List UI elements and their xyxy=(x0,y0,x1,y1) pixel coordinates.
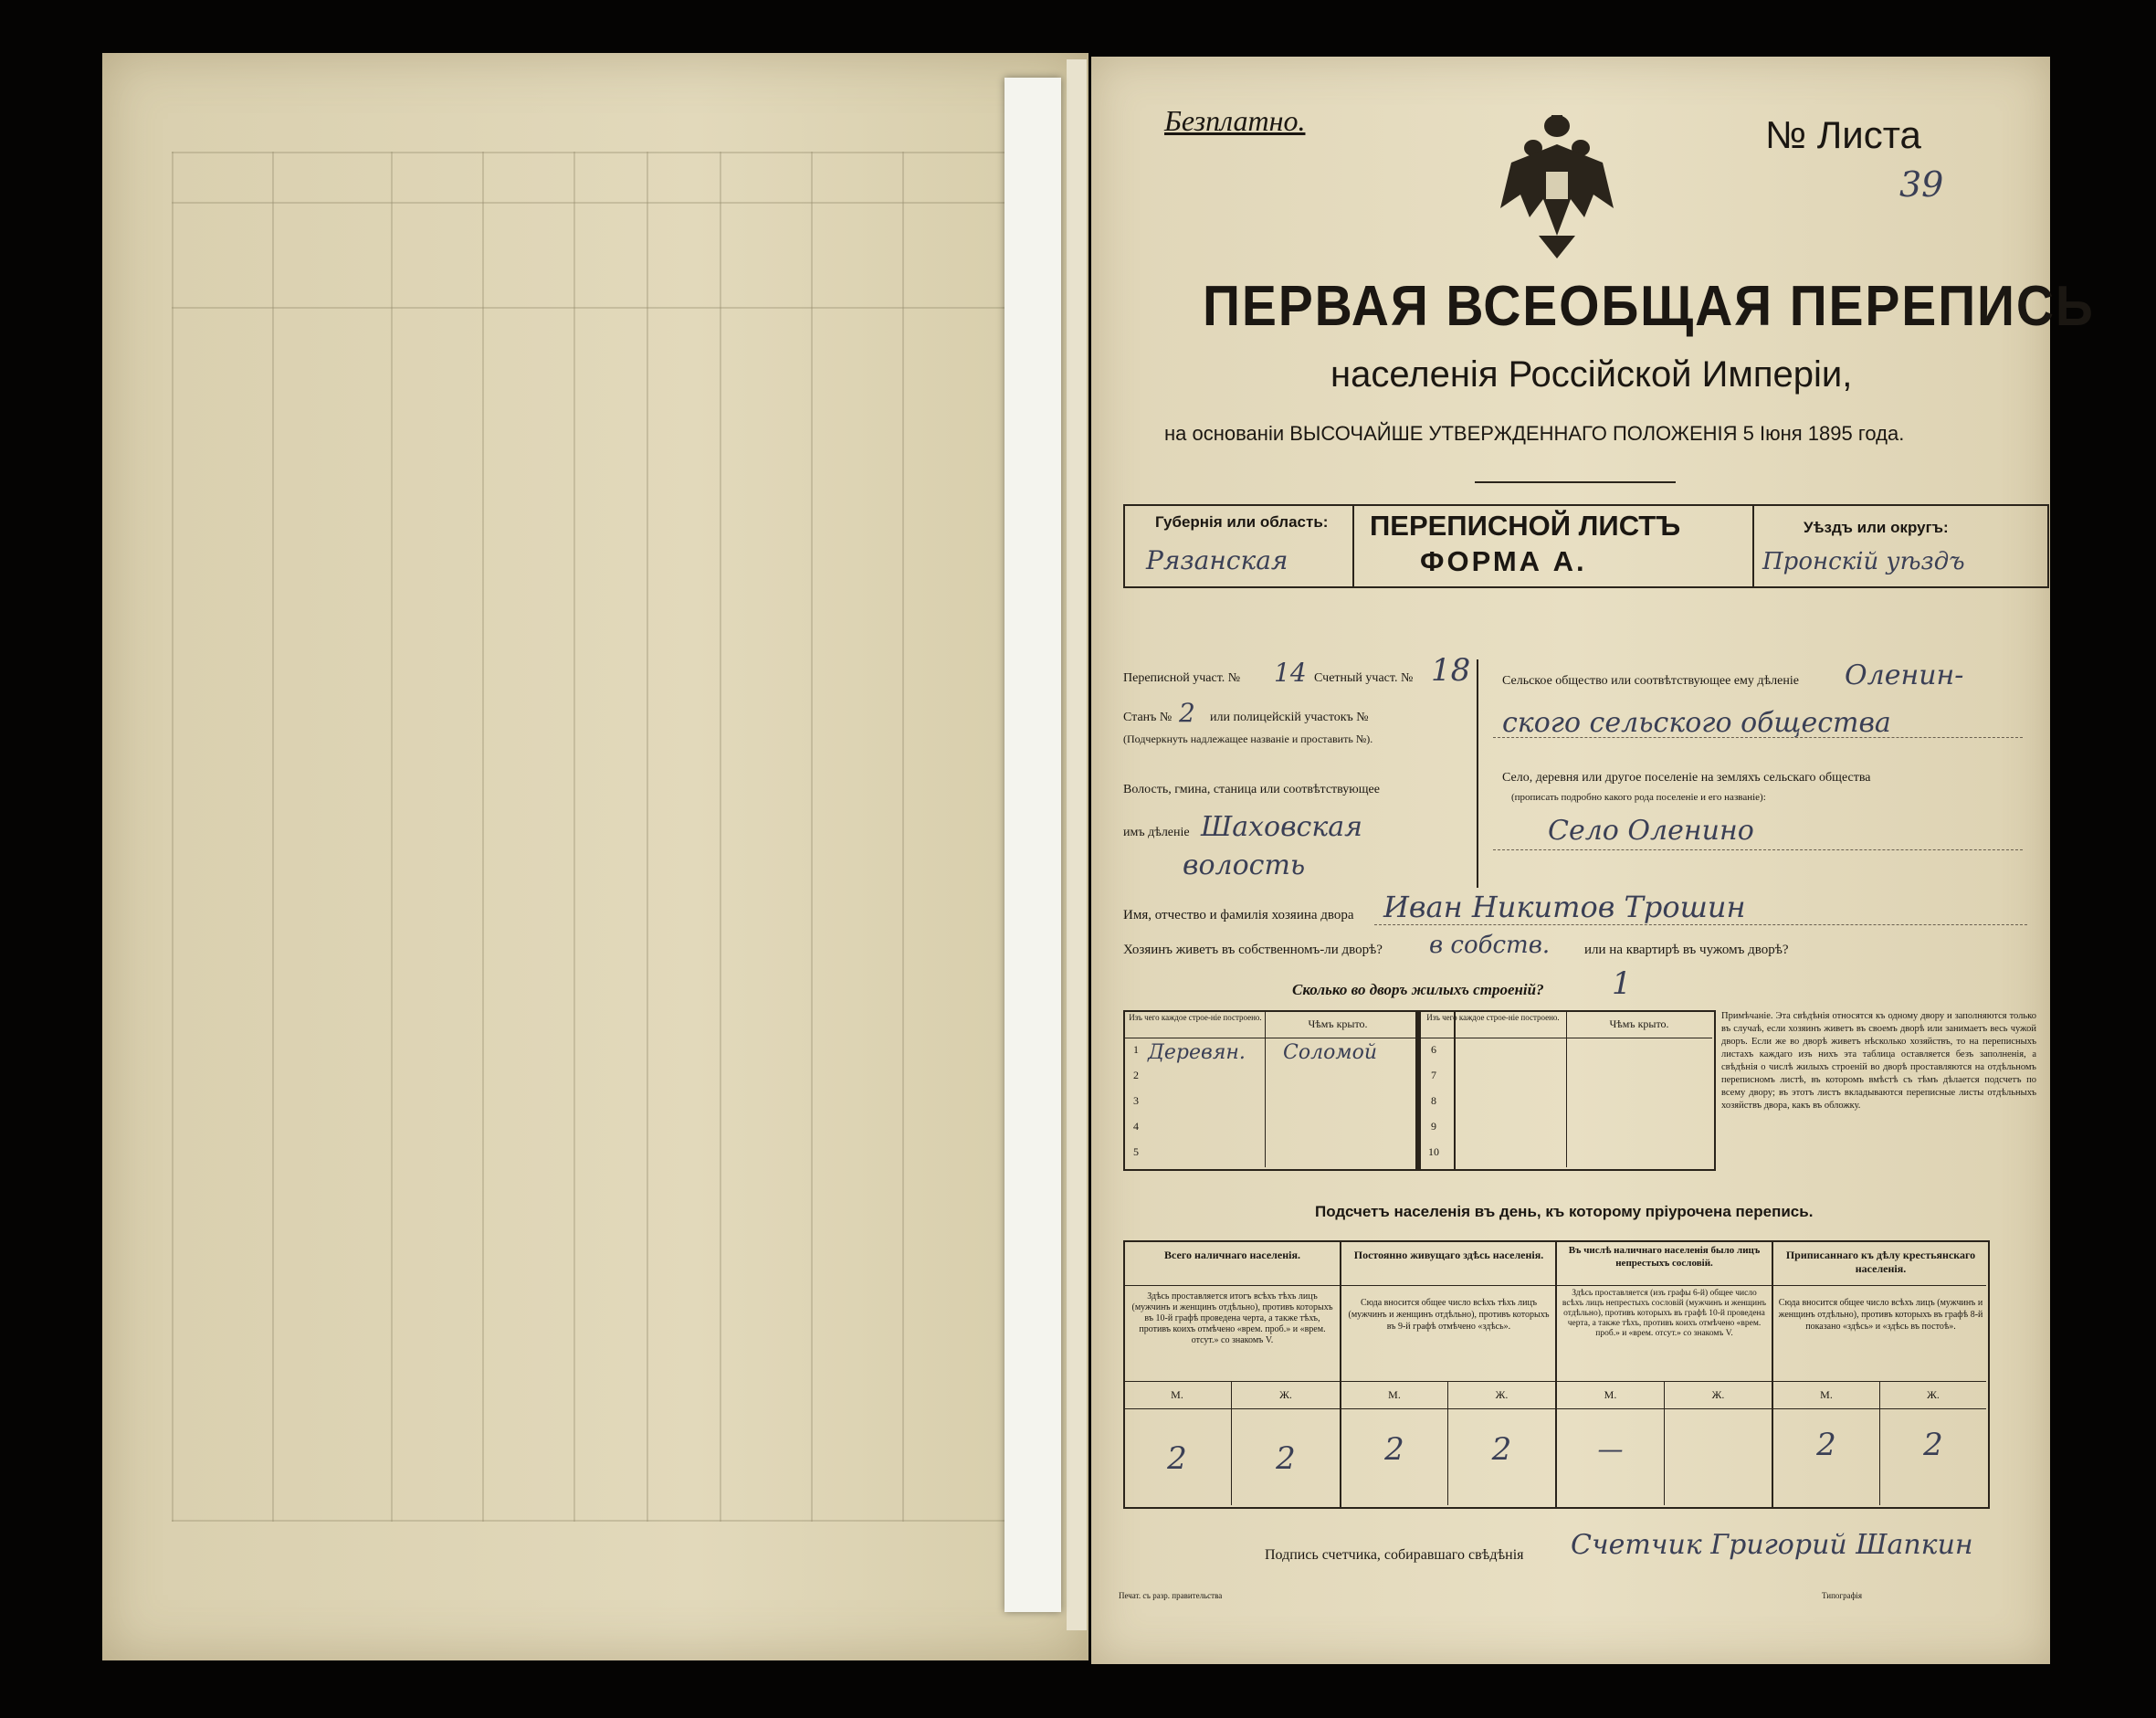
print-imprint-left: Печат. съ разр. правительства xyxy=(1119,1591,1223,1600)
own-house-label: Хозяинъ живетъ въ собственномъ-ли дворѣ? xyxy=(1123,943,1383,957)
row-number: 10 xyxy=(1428,1145,1439,1158)
male-label: М. xyxy=(1171,1388,1183,1401)
count-col2-head: Постоянно живущаго здѣсь населенія. xyxy=(1353,1249,1544,1261)
form-subtitle: населенія Россійской Имперіи, xyxy=(1330,354,1853,395)
col-material-header-right: Изъ чего каждое строе-ніе построено. xyxy=(1426,1013,1560,1022)
buildings-note: Примѣчаніе. Эта свѣдѣнія относятся къ одному двору и заполняются только въ случаѣ, если хозяинъ живетъ въ своемъ дворѣ или занимаетъ весь чужой дворъ. Если же во дворѣ живетъ нѣсколько хозяйствъ, то на переписныхъ листахъ каждаго изъ нихъ эта таблица оставляется безъ заполненія, а свѣдѣнія о числѣ жилыхъ строеній во дворѣ проставляются на отдѣльномъ переписномъ листѣ, въ которомъ вмѣстѣ съ тѣмъ дѣлается подсчетъ по всему двору; въ этотъ листъ вкладываются переписные листы отдѣльныхъ хозяйствъ двора, какъ въ обложку. xyxy=(1721,1011,2036,1111)
row-number: 8 xyxy=(1431,1094,1436,1107)
buildings-table-right xyxy=(1418,1010,1716,1171)
row-number: 9 xyxy=(1431,1120,1436,1133)
count-total-male: 2 xyxy=(1167,1440,1187,1477)
count-area-value: 18 xyxy=(1431,652,1471,689)
district-value: Пронскій уѣздъ xyxy=(1762,548,1965,575)
sheet-title: ПЕРЕПИСНОЙ ЛИСТЪ xyxy=(1370,510,1681,542)
signature-value: Счетчик Григорий Шапкин xyxy=(1571,1529,1973,1561)
sheet-number-handwritten: 39 xyxy=(1899,164,1944,205)
village-note: (прописать подробно какого рода поселеніе и его названіе): xyxy=(1511,792,1766,803)
volost-label: Волость, гмина, станица или соотвѣтствующее xyxy=(1123,783,1380,796)
count-resident-female: 2 xyxy=(1491,1431,1512,1468)
census-area-value: 14 xyxy=(1274,658,1307,688)
form-legal-basis: на основаніи ВЫСОЧАЙШЕ УТВЕРЖДЕННАГО ПОЛОЖЕНІЯ 5 Іюня 1895 года. xyxy=(1164,422,1905,445)
count-col3-desc: Здѣсь проставляется (изъ графы 6-й) общее число всѣхъ лицъ непрестыхъ сословій (мужчинъ и женщинъ отдѣльно), противъ которыхъ въ графѣ 10-й проведена черта, а также тѣхъ, противъ коихъ отмѣчено «врем. проб.» и «врем. отсут.» со знакомъ V. xyxy=(1562,1289,1767,1338)
row1-roof-value: Соломой xyxy=(1283,1041,1377,1064)
village-label: Село, деревня или другое поселеніе на земляхъ сельскаго общества xyxy=(1502,771,1871,785)
male-label: М. xyxy=(1604,1388,1617,1401)
form-main-title: ПЕРВАЯ ВСЕОБЩАЯ ПЕРЕПИСЬ xyxy=(1203,275,2095,338)
row-number: 6 xyxy=(1431,1043,1436,1056)
form-name: ФОРМА А. xyxy=(1420,545,1587,577)
own-house-value: в собств. xyxy=(1429,932,1551,959)
ornament-divider xyxy=(1475,481,1676,483)
row-number: 1 xyxy=(1133,1043,1139,1056)
volost-label-2: имъ дѣленіе xyxy=(1123,826,1190,839)
owner-value: Иван Никитов Трошин xyxy=(1383,890,1746,924)
book-spine-edge xyxy=(1067,59,1087,1630)
count-section-title: Подсчетъ населенія въ день, къ которому пріурочена перепись. xyxy=(1315,1203,1814,1220)
count-col1-head: Всего наличнаго населенія. xyxy=(1164,1249,1300,1261)
stan-or-police-label: или полицейскій участокъ № xyxy=(1210,711,1369,724)
signature-label: Подпись счетчика, собиравшаго свѣдѣнія xyxy=(1265,1547,1524,1563)
volost-value-2: волость xyxy=(1183,849,1306,881)
count-col2-desc: Сюда вносится общее число всѣхъ тѣхъ лицъ (мужчинъ и женщинъ отдѣльно), противъ которыхъ въ 9-й графѣ отмѣчено «здѣсь». xyxy=(1348,1298,1550,1332)
binding-paper-strip xyxy=(1004,78,1061,1612)
col-material-header: Изъ чего каждое строе-ніе построено. xyxy=(1129,1013,1262,1022)
society-value: Оленин- xyxy=(1845,659,1964,691)
buildings-value: 1 xyxy=(1612,965,1632,1002)
count-col4-desc: Сюда вносится общее число всѣхъ лицъ (мужчинъ и женщинъ отдѣльно), противъ которыхъ въ графѣ 8-й показано «здѣсь» и «здѣсь въ постоѣ». xyxy=(1778,1298,1983,1332)
province-value: Рязанская xyxy=(1146,545,1288,575)
male-label: М. xyxy=(1820,1388,1833,1401)
stan-label: Станъ № xyxy=(1123,711,1173,724)
village-value: Село Оленино xyxy=(1548,815,1754,847)
female-label: Ж. xyxy=(1495,1388,1509,1401)
buildings-table-left xyxy=(1123,1010,1456,1171)
society-label: Сельское общество или соотвѣтствующее ему дѣленіе xyxy=(1502,674,1799,688)
row-number: 5 xyxy=(1133,1145,1139,1158)
row-number: 2 xyxy=(1133,1069,1139,1081)
female-label: Ж. xyxy=(1711,1388,1725,1401)
faded-ruled-grid xyxy=(172,152,1021,1522)
owner-label: Имя, отчество и фамилія хозяина двора xyxy=(1123,908,1354,922)
count-registered-male: 2 xyxy=(1816,1427,1836,1463)
census-form-page xyxy=(1091,57,2095,1664)
left-page xyxy=(102,53,1089,1660)
count-nonlocal-male: — xyxy=(1597,1434,1624,1464)
buildings-label: Сколько во дворъ жилыхъ строеній? xyxy=(1292,981,1544,998)
count-col1-desc: Здѣсь проставляется итогъ всѣхъ тѣхъ лицъ (мужчинъ и женщинъ отдѣльно), противъ которыхъ въ 10-й графѣ проведена черта, а также тѣхъ, противъ коихъ отмѣчено «врем. проб.» и «врем. отсут.» со знакомъ V. xyxy=(1131,1291,1333,1345)
count-col3-head: Въ числѣ наличнаго населенія было лицъ непрестыхъ сословій. xyxy=(1568,1245,1761,1269)
female-label: Ж. xyxy=(1279,1388,1292,1401)
count-area-label: Счетный участ. № xyxy=(1314,671,1414,685)
print-imprint-right: Типографія xyxy=(1822,1591,1863,1600)
col-roof-header-right: Чѣмъ крыто. xyxy=(1609,1017,1669,1030)
society-value-2: ского сельского общества xyxy=(1502,707,1891,739)
count-total-female: 2 xyxy=(1276,1440,1296,1477)
province-label: Губернія или область: xyxy=(1155,513,1329,531)
female-label: Ж. xyxy=(1927,1388,1940,1401)
stan-note: (Подчеркнуть надлежащее названіе и проставить №). xyxy=(1123,733,1373,745)
volost-value: Шаховская xyxy=(1201,811,1363,843)
census-area-label: Переписной участ. № xyxy=(1123,671,1241,685)
double-headed-eagle-icon xyxy=(1493,108,1621,263)
district-label: Уѣздъ или округъ: xyxy=(1804,519,1949,536)
row-number: 7 xyxy=(1431,1069,1436,1081)
count-col4-head: Приписаннаго къ дѣлу крестьянскаго населенія. xyxy=(1785,1249,1976,1275)
count-resident-male: 2 xyxy=(1384,1431,1404,1468)
row-number: 4 xyxy=(1133,1120,1139,1133)
col-roof-header: Чѣмъ крыто. xyxy=(1308,1017,1368,1030)
own-house-tail: или на квартирѣ въ чужомъ дворѣ? xyxy=(1584,943,1789,957)
row1-material-value: Деревян. xyxy=(1148,1041,1246,1064)
row-number: 3 xyxy=(1133,1094,1139,1107)
count-registered-female: 2 xyxy=(1923,1427,1943,1463)
free-label: Безплатно. xyxy=(1164,104,1306,137)
male-label: М. xyxy=(1388,1388,1401,1401)
sheet-number-label: № Листа xyxy=(1765,113,1921,156)
stan-value: 2 xyxy=(1179,698,1195,728)
